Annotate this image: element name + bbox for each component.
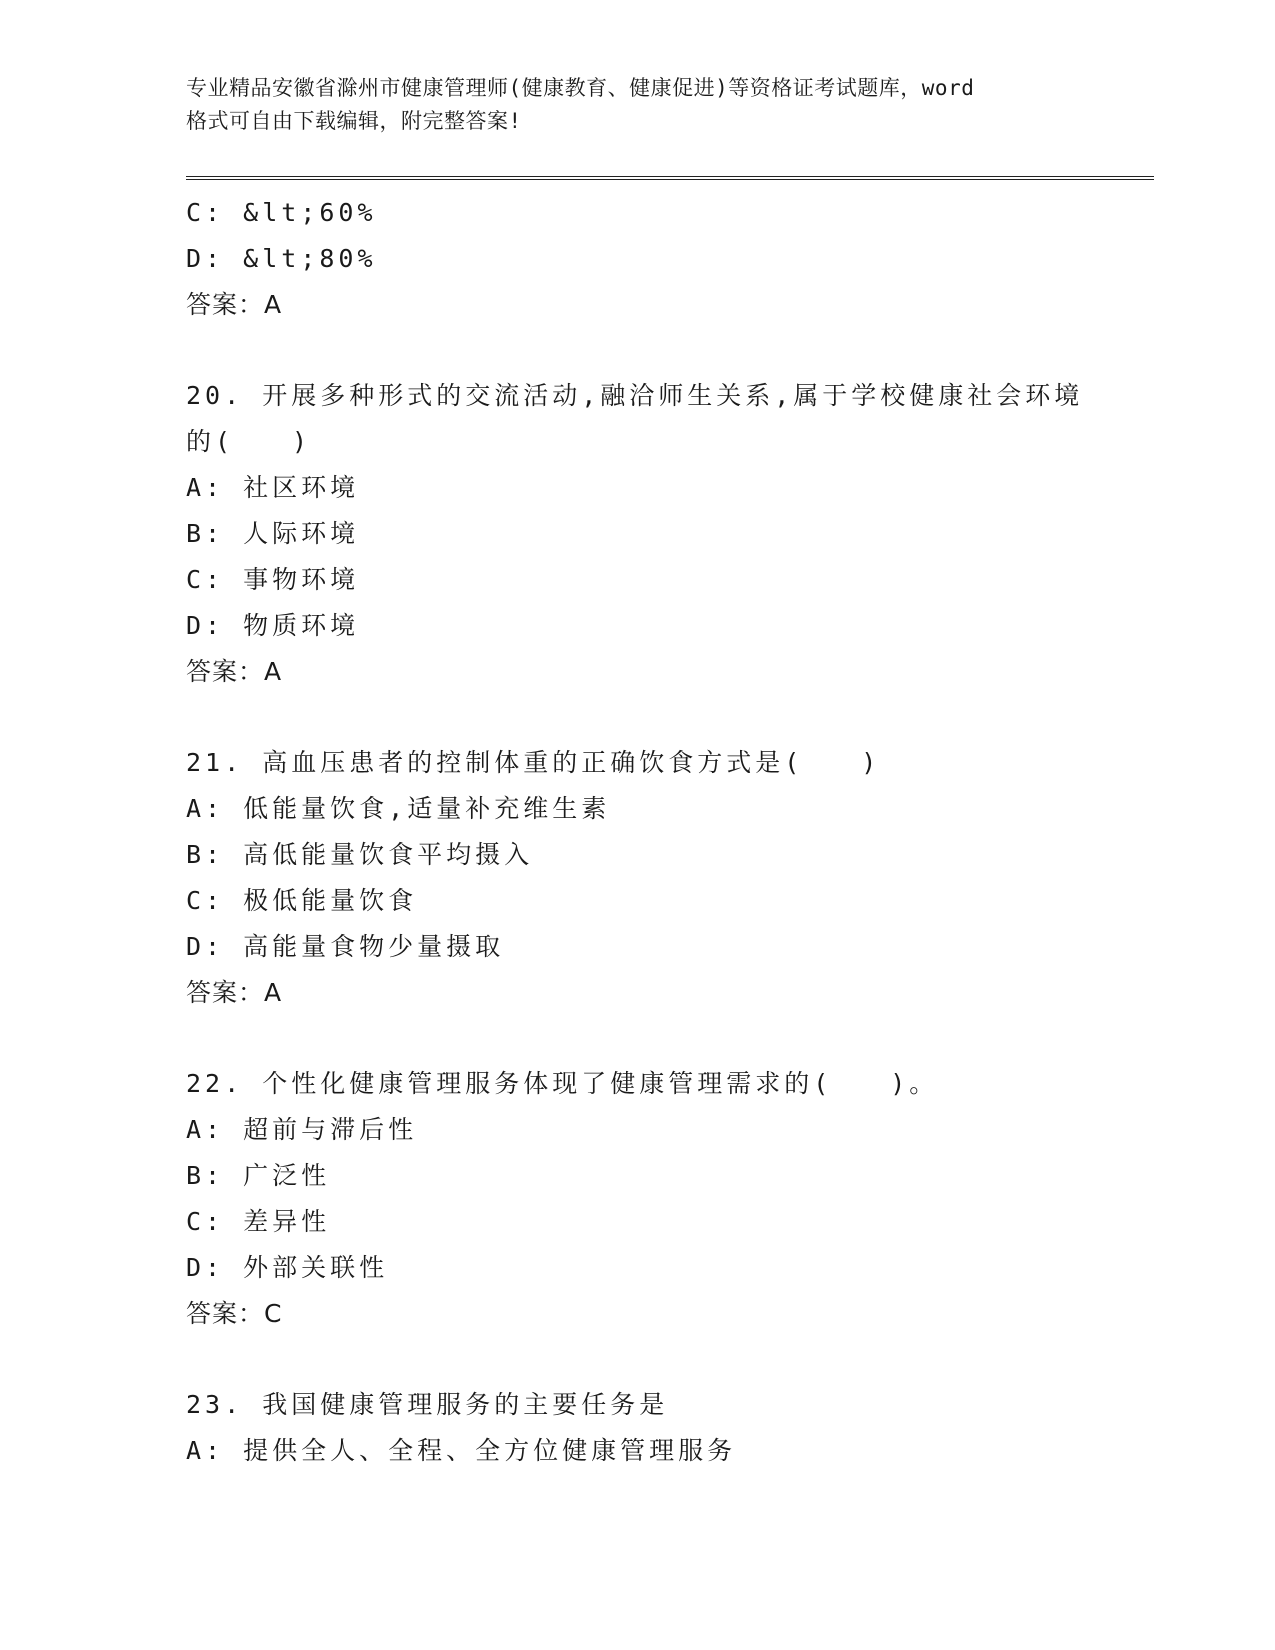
option-a: A: 提供全人、全程、全方位健康管理服务 [186,1436,737,1465]
answer-line: 答案：A [186,978,283,1007]
option-d: D: 外部关联性 [186,1253,389,1282]
answer-line: 答案：A [186,290,283,319]
question-20 [186,373,1126,695]
question-21 [186,740,1126,1016]
option-b: B: 高低能量饮食平均摄入 [186,840,534,869]
option-d: D: &lt;80% [186,244,377,273]
option-d: D: 物质环境 [186,611,360,640]
question-23 [186,1382,1126,1474]
previous-question-tail [186,190,1126,328]
option-b: B: 广泛性 [186,1161,331,1190]
question-title-cont: 的( ) [186,427,312,456]
answer-line: 答案：C [186,1299,283,1328]
header-line-1: 专业精品安徽省滁州市健康管理师(健康教育、健康促进)等资格证考试题库，word [186,76,975,100]
option-d: D: 高能量食物少量摄取 [186,932,505,961]
option-a: A: 社区环境 [186,473,360,502]
question-title: 22. 个性化健康管理服务体现了健康管理需求的( )。 [186,1069,939,1098]
option-a: A: 低能量饮食,适量补充维生素 [186,794,611,823]
answer-line: 答案：A [186,657,283,686]
question-22 [186,1061,1126,1337]
option-a: A: 超前与滞后性 [186,1115,418,1144]
option-c: C: 差异性 [186,1207,331,1236]
question-title: 23. 我国健康管理服务的主要任务是 [186,1390,669,1419]
option-c: C: 事物环境 [186,565,360,594]
option-b: B: 人际环境 [186,519,360,548]
question-list [186,190,1126,1474]
header-divider [186,176,1154,180]
question-title: 21. 高血压患者的控制体重的正确饮食方式是( ) [186,748,881,777]
option-c: C: &lt;60% [186,198,377,227]
header-line-2: 格式可自由下载编辑，附完整答案! [186,109,522,133]
question-title: 20. 开展多种形式的交流活动,融洽师生关系,属于学校健康社会环境 [186,381,1084,410]
option-c: C: 极低能量饮食 [186,886,418,915]
document-header [186,72,1106,138]
